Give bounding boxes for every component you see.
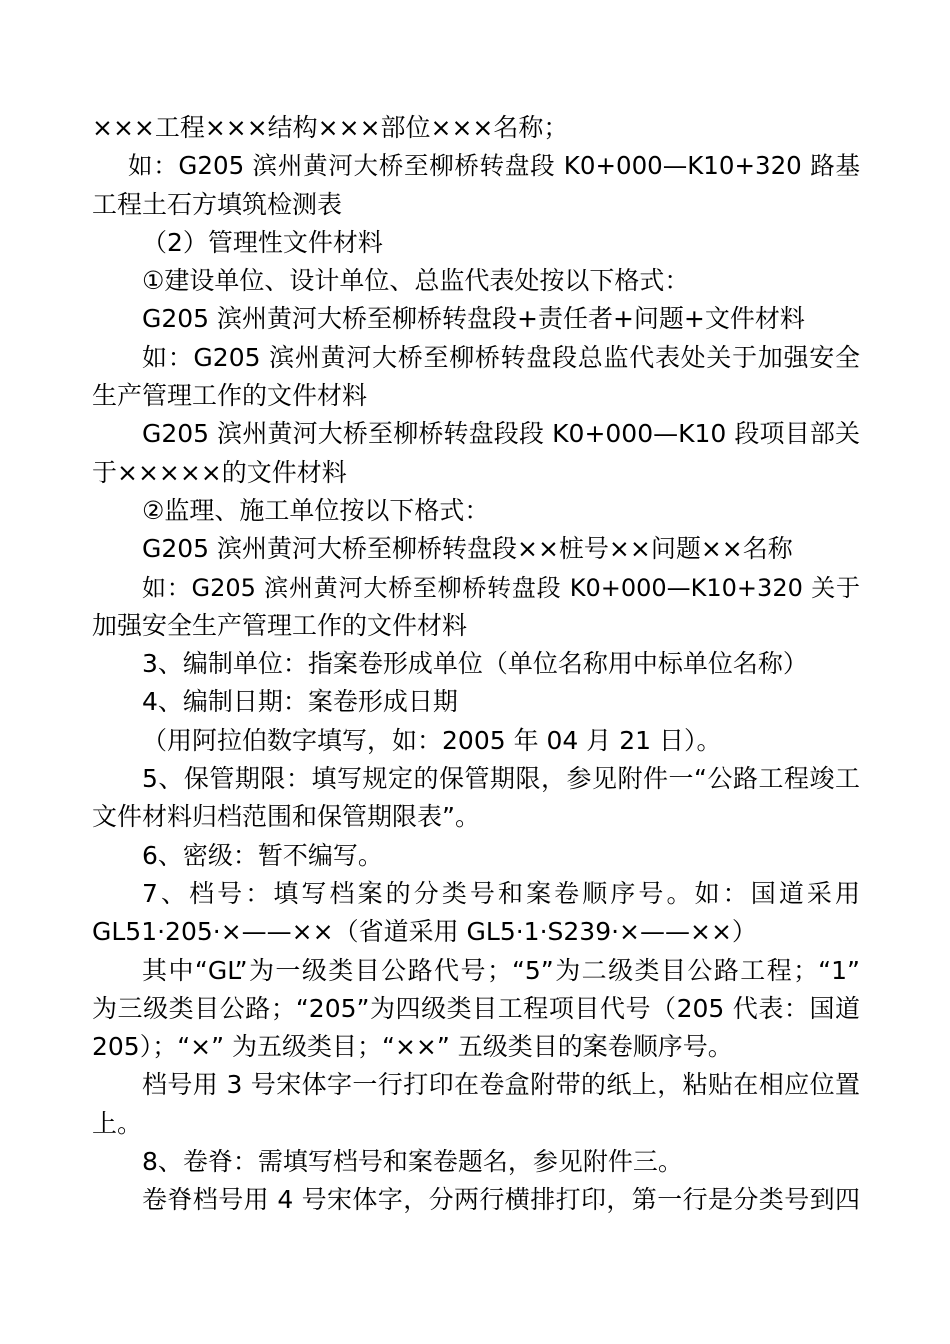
text-line: G205 滨州黄河大桥至柳桥转盘段段 K0+000—K10 段项目部关: [142, 419, 860, 449]
text-line: 如：G205 滨州黄河大桥至柳桥转盘段 K0+000—K10+320 关于: [142, 573, 860, 602]
text-line: 为三级类目公路；“205”为四级类目工程项目代号（205 代表：国道: [92, 993, 860, 1023]
text-line: 加强安全生产管理工作的文件材料: [92, 610, 468, 640]
text-line: 6、密级：暂不编写。: [142, 840, 383, 870]
text-line: 4、编制日期：案卷形成日期: [142, 687, 458, 717]
text-line: 档号用 3 号宋体字一行打印在卷盒附带的纸上，粘贴在相应位置: [142, 1070, 860, 1100]
text-line: 于×××××的文件材料: [92, 457, 347, 487]
text-line: 其中“GL”为一级类目公路代号；“5”为二级类目公路工程；“1”: [142, 955, 860, 985]
text-line: 如：G205 滨州黄河大桥至柳桥转盘段 K0+000—K10+320 路基: [128, 151, 860, 181]
text-line: ①建设单位、设计单位、总监代表处按以下格式：: [142, 266, 690, 296]
text-line: 工程土石方填筑检测表: [92, 189, 343, 219]
text-line: ②监理、施工单位按以下格式：: [142, 495, 490, 525]
text-line: （用阿拉伯数字填写，如：2005 年 04 月 21 日）。: [142, 725, 722, 755]
text-line: 3、编制单位：指案卷形成单位（单位名称用中标单位名称）: [142, 649, 808, 679]
text-line: 205）；“×” 为五级类目；“××” 五级类目的案卷顺序号。: [92, 1032, 733, 1062]
text-line: 7、档号：填写档案的分类号和案卷顺序号。如：国道采用: [142, 878, 860, 908]
text-line: 卷脊档号用 4 号宋体字，分两行横排打印，第一行是分类号到四: [142, 1185, 860, 1215]
text-line: 如：G205 滨州黄河大桥至柳桥转盘段总监代表处关于加强安全: [142, 342, 860, 372]
text-line: 生产管理工作的文件材料: [92, 381, 368, 411]
text-line: （2）管理性文件材料: [142, 227, 383, 257]
text-line: 8、卷脊：需填写档号和案卷题名，参见附件三。: [142, 1147, 683, 1177]
text-line: 文件材料归档范围和保管期限表”。: [92, 802, 480, 832]
text-line: GL51·205·×——××（省道采用 GL5·1·S239·×——××）: [92, 917, 757, 947]
text-line: 上。: [92, 1108, 143, 1138]
text-line: 5、保管期限：填写规定的保管期限，参见附件一“公路工程竣工: [142, 764, 860, 794]
text-line: G205 滨州黄河大桥至柳桥转盘段××桩号××问题××名称: [142, 534, 793, 564]
text-line: G205 滨州黄河大桥至柳桥转盘段+责任者+问题+文件材料: [142, 304, 805, 334]
text-line: ×××工程×××结构×××部位×××名称；: [92, 113, 569, 142]
